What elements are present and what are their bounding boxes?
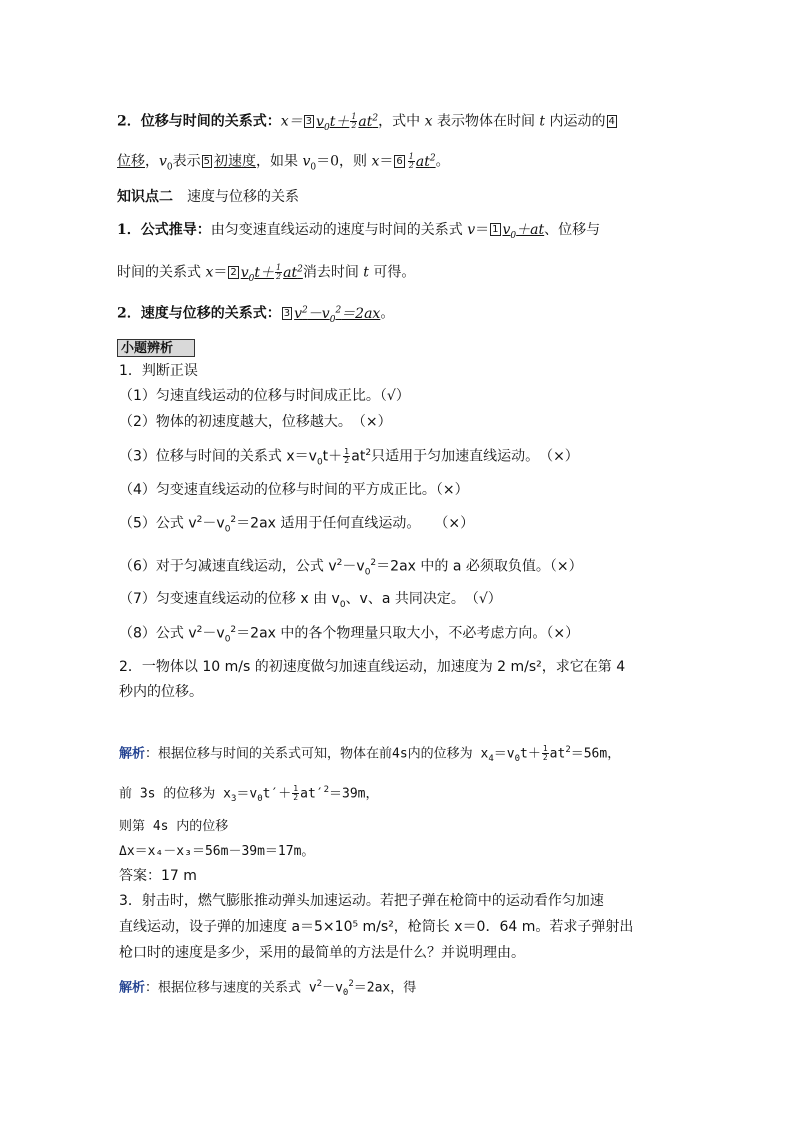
answer-1: $v_0+at$ bbox=[502, 222, 545, 241]
answer-marker-3b: 3 bbox=[283, 307, 291, 319]
answer-4: 位移 bbox=[117, 153, 145, 170]
formula-line-1: 2．位移与时间的关系式：x＝ 3 $v_0t+$ $\frac{1}{2}$ $at^2$，式中 x 表示物体在时间 t 内运动的 4 bbox=[117, 112, 615, 133]
answer-2: $v_0t+$ $\frac{1}{2}$ $at^2$ bbox=[240, 263, 303, 284]
list-item: （4）匀变速直线运动的位移与时间的平方成正比。（×） bbox=[119, 482, 469, 498]
list-item: （6）对于匀减速直线运动，公式 $v^2-v_0^2=2ax$ 中的 a 必须取负值。（×） bbox=[119, 558, 583, 578]
answer-marker-5: 5 bbox=[203, 155, 211, 167]
question-1-head: 1．判断正误 bbox=[119, 363, 198, 379]
answer-2: 答案：17 m bbox=[119, 868, 197, 884]
section-tag: 小题辨析 bbox=[117, 339, 195, 357]
list-item: （1）匀速直线运动的位移与时间成正比。（√） bbox=[119, 388, 410, 404]
answer-marker-4: 4 bbox=[608, 115, 615, 127]
solution-2-line-4: Δx＝x₄－x₃＝56m－39m＝17m。 bbox=[119, 844, 315, 859]
formula-line-1b: 位移，$v_0$表示 5 初速度，如果 $v_0=0$，则 x＝ 6 $\frac{1}{2}$ $at^2$。 bbox=[117, 152, 450, 173]
question-3-line-1: 3．射击时，燃气膨胀推动弹头加速运动。若把子弹在枪筒中的运动看作匀加速 bbox=[119, 893, 604, 909]
answer-3: $v_0t+$ $\frac{1}{2}$ $at^2$ bbox=[316, 112, 379, 133]
list-item: （2）物体的初速度越大，位移越大。 （×） bbox=[119, 414, 392, 430]
list-item: （8）公式 $v^2-v_0^2=2ax$ 中的各个物理量只取大小，不必考虑方向。（×） bbox=[119, 625, 580, 645]
answer-3b: $v^2-v_0^2=2ax$ bbox=[294, 305, 381, 325]
question-2-line-2: 秒内的位移。 bbox=[119, 684, 203, 700]
list-item: （7）匀变速直线运动的位移 x 由 $v_0$、v、a 共同决定。 （√） bbox=[119, 591, 502, 610]
formula-line-2: 1．公式推导：由匀变速直线运动的速度与时间的关系式 v＝ 1 $v_0+at$、位移与 bbox=[117, 222, 601, 241]
formula-line-3: 2．速度与位移的关系式： 3 $v^2-v_0^2=2ax$。 bbox=[117, 305, 395, 325]
question-2-line-1: 2．一物体以 10 m/s 的初速度做匀加速直线运动，加速度为 2 m/s²，求它在第 4 bbox=[119, 659, 626, 675]
answer-5: 初速度 bbox=[214, 153, 257, 170]
list-item: （3）位移与时间的关系式 $x=v_0t+$ $\frac{1}{2}$ $at^2$只适用于匀加速直线运动。 （×） bbox=[119, 447, 579, 468]
list-item: （5）公式 $v^2-v_0^2=2ax$ 适用于任何直线运动。 （×） bbox=[119, 515, 475, 535]
formula-line-2b: 时间的关系式 x＝ 2 $v_0t+$ $\frac{1}{2}$ $at^2$消去时间 t 可得。 bbox=[117, 263, 416, 284]
question-3-line-2: 直线运动，设子弹的加速度 a＝5×10⁵ m/s²，枪筒长 x＝0．64 m。若求子弹射出 bbox=[119, 919, 634, 935]
question-3-line-3: 枪口时的速度是多少，采用的最简单的方法是什么？并说明理由。 bbox=[119, 945, 525, 961]
answer-marker-3: 3 bbox=[305, 115, 313, 127]
section-heading: 知识点二 速度与位移的关系 bbox=[117, 189, 299, 205]
answer-marker-6: 6 bbox=[396, 155, 403, 167]
solution-2-line-2: 前 3s 的位移为 $x_3=v_0t'+$ $\frac{1}{2}$ $at'^2=39m$， bbox=[119, 784, 379, 804]
answer-marker-1: 1 bbox=[492, 224, 499, 235]
solution-3-line-1: 解析：根据位移与速度的关系式 $v^2-v_0^2=2ax$，得 bbox=[119, 979, 417, 998]
answer-marker-2: 2 bbox=[230, 266, 237, 278]
answer-6: $\frac{1}{2}$ $at^2$ bbox=[408, 152, 436, 171]
solution-2-line-1: 解析：根据位移与时间的关系式可知，物体在前4s内的位移为 $x_4=v_0t+$ $\frac{1}{2}$ $at^2=56m$， bbox=[119, 744, 621, 764]
solution-2-line-3: 则第 4s 内的位移 bbox=[119, 819, 229, 834]
